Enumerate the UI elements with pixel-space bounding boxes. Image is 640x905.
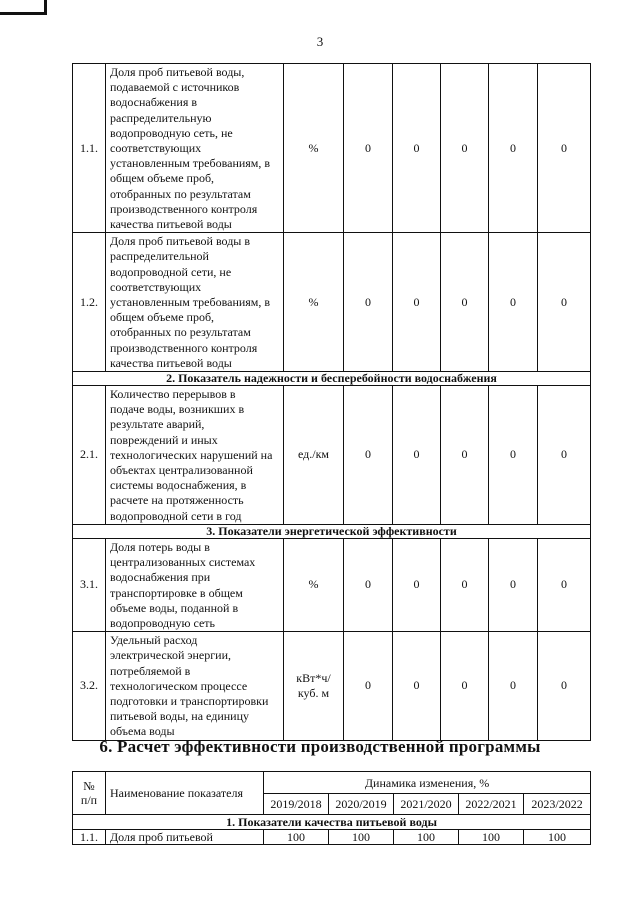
description-line: результате аварий, <box>110 417 205 432</box>
year-header: 2021/2020 <box>394 794 459 815</box>
value-cell: 100 <box>459 830 524 845</box>
unit-cell: % <box>284 64 344 233</box>
description-line: подаваемой с источников <box>110 80 240 95</box>
value-cell: 0 <box>538 632 591 740</box>
indicators-table <box>72 63 591 741</box>
description-line: централизованных системах <box>110 555 256 570</box>
num-header-line: № <box>83 779 95 793</box>
section-title: 6. Расчет эффективности производственной программы <box>99 737 541 756</box>
name-header: Наименование показателя <box>106 772 264 815</box>
description-line: подготовки и транспортировки <box>110 693 269 708</box>
value-cell: 0 <box>344 64 393 233</box>
year-header: 2019/2018 <box>264 794 329 815</box>
description-line: производственного контроля <box>110 201 258 216</box>
value-cell: 100 <box>329 830 394 845</box>
value-cell: 0 <box>441 233 489 372</box>
value-cell: 0 <box>344 233 393 372</box>
description-line: объеме воды, поданной в <box>110 600 239 615</box>
description-line: Удельный расход <box>110 633 198 648</box>
value-cell: 0 <box>393 64 441 233</box>
value-cell: 0 <box>344 538 393 631</box>
value-cell: 0 <box>538 233 591 372</box>
indicator-description <box>106 538 284 631</box>
year-header: 2022/2021 <box>459 794 524 815</box>
description-line: распределительную <box>110 110 212 125</box>
value-cell: 0 <box>489 233 538 372</box>
indicator-description <box>106 64 284 233</box>
description-line: питьевой воды, на единицу <box>110 709 250 724</box>
unit-cell: % <box>284 233 344 372</box>
description-line: водопроводной сети в год <box>110 508 242 523</box>
year-header: 2023/2022 <box>524 794 591 815</box>
description-line: Количество перерывов в <box>110 387 236 402</box>
dynamics-header: Динамика изменения, % <box>264 772 591 794</box>
indicator-description <box>106 386 284 525</box>
unit-line: кВт*ч/ <box>296 670 331 685</box>
value-cell: 0 <box>489 386 538 525</box>
description-line: общем объеме проб, <box>110 171 215 186</box>
description-line: качества питьевой воды <box>110 355 232 370</box>
value-cell: 0 <box>344 386 393 525</box>
description-line: отобранных по результатам <box>110 186 251 201</box>
value-cell: 0 <box>441 632 489 740</box>
value-cell: 0 <box>393 632 441 740</box>
value-cell: 0 <box>489 64 538 233</box>
description-line: Доля потерь воды в <box>110 539 210 554</box>
value-cell: 100 <box>394 830 459 845</box>
value-cell: 0 <box>441 538 489 631</box>
description-line: водоснабжения в <box>110 95 198 110</box>
description-line: установленным требованиям, в <box>110 156 271 171</box>
indicator-name: Доля проб питьевой <box>106 830 264 845</box>
value-cell: 0 <box>441 386 489 525</box>
row-number: 3.1. <box>73 538 106 631</box>
row-number: 1.1. <box>73 830 106 845</box>
description-line: объектах централизованной <box>110 463 253 478</box>
description-line: технологическом процессе <box>110 678 248 693</box>
description-line: потребляемой в <box>110 663 191 678</box>
description-line: Доля проб питьевой воды в <box>110 234 251 249</box>
value-cell: 0 <box>538 64 591 233</box>
num-header-line: п/п <box>80 793 98 807</box>
num-header <box>73 772 106 815</box>
description-line: отобранных по результатам <box>110 325 251 340</box>
unit-cell: % <box>284 538 344 631</box>
value-cell: 0 <box>538 386 591 525</box>
description-line: водоснабжения при <box>110 570 211 585</box>
description-line: производственного контроля <box>110 340 258 355</box>
description-line: общем объеме проб, <box>110 310 215 325</box>
unit-cell <box>284 632 344 740</box>
row-number: 1.2. <box>73 233 106 372</box>
description-line: технологических нарушений на <box>110 447 273 462</box>
description-line: установленным требованиям, в <box>110 295 271 310</box>
description-line: Доля проб питьевой воды, <box>110 65 245 79</box>
efficiency-table <box>72 771 591 845</box>
page-number: 3 <box>316 34 324 49</box>
value-cell: 100 <box>524 830 591 845</box>
section-header: 2. Показатель надежности и бесперебойности водоснабжения <box>73 372 591 386</box>
description-line: системы водоснабжения, в <box>110 478 247 493</box>
description-line: качества питьевой воды <box>110 217 232 232</box>
corner-mark <box>0 0 47 15</box>
section-header: 1. Показатели качества питьевой воды <box>73 815 591 830</box>
row-number: 1.1. <box>73 64 106 233</box>
indicator-description <box>106 632 284 740</box>
value-cell: 0 <box>538 538 591 631</box>
description-line: соответствующих <box>110 279 202 294</box>
year-header: 2020/2019 <box>329 794 394 815</box>
value-cell: 0 <box>441 64 489 233</box>
value-cell: 0 <box>393 233 441 372</box>
description-line: транспортировке в общем <box>110 585 243 600</box>
description-line: подаче воды, возникших в <box>110 402 245 417</box>
unit-cell: ед./км <box>284 386 344 525</box>
value-cell: 0 <box>393 386 441 525</box>
value-cell: 0 <box>344 632 393 740</box>
row-number: 3.2. <box>73 632 106 740</box>
row-number: 2.1. <box>73 386 106 525</box>
value-cell: 0 <box>393 538 441 631</box>
description-line: электрической энергии, <box>110 648 232 663</box>
description-line: объема воды <box>110 724 175 739</box>
description-line: водопроводную сеть <box>110 615 216 630</box>
value-cell: 100 <box>264 830 329 845</box>
description-line: водопроводной сети, не <box>110 264 232 279</box>
description-line: расчете на протяженность <box>110 493 244 508</box>
description-line: водопроводную сеть, не <box>110 125 233 140</box>
unit-line: куб. м <box>297 685 330 700</box>
indicator-description <box>106 233 284 372</box>
section-header: 3. Показатели энергетической эффективности <box>73 524 591 538</box>
description-line: распределительной <box>110 249 209 264</box>
value-cell: 0 <box>489 632 538 740</box>
description-line: повреждений и иных <box>110 432 218 447</box>
description-line: соответствующих <box>110 141 202 156</box>
value-cell: 0 <box>489 538 538 631</box>
